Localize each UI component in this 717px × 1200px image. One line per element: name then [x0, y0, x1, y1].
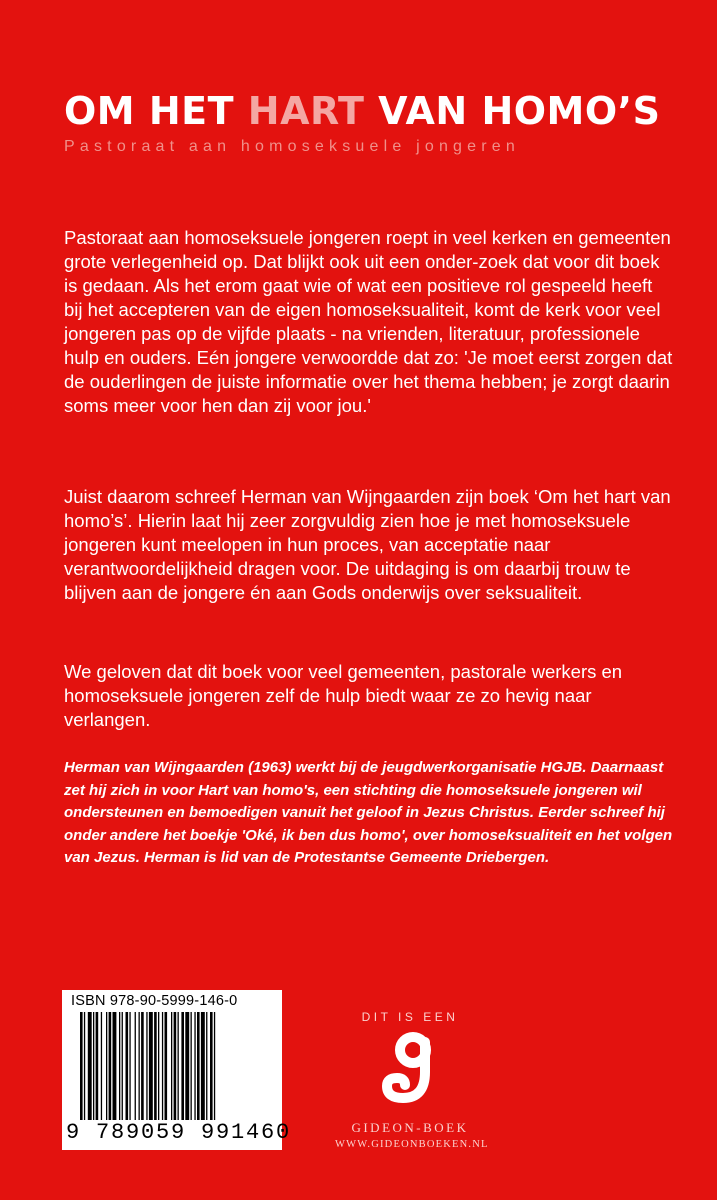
barcode-number: 9 789059 991460	[66, 1120, 292, 1145]
blurb-paragraph-1: Pastoraat aan homoseksuele jongeren roept in veel kerken en gemeenten grote verlegenheid op. Dat blijkt ook uit een onder-zoek dat voor dit boek is gedaan. Als het erom gaat wie of wat een positieve rol gespeeld heeft bij het accepteren van de eigen homoseksualiteit, komt de kerk voor veel jongeren pas op de vijfde plaats - na vrienden, literatuur, professionele hulp en ouders. Eén jongere verwoordde dat zo: 'Je moet eerst zorgen dat de ouderlingen de juiste informatie over het thema hebben; je zorgt daarin soms meer voor hen dan zij voor jou.'	[64, 227, 673, 416]
publisher-mark	[335, 1010, 489, 1150]
blurb-paragraph-3: We geloven dat dit boek voor veel gemeenten, pastorale werkers en homoseksuele jongeren zelf de hulp biedt waar ze zo hevig naar verlangen.	[64, 661, 623, 730]
book-title	[64, 88, 660, 134]
barcode-bars	[80, 1012, 270, 1120]
publisher-url: WWW.GIDEONBOEKEN.NL	[335, 1139, 489, 1150]
publisher-name: GIDEON-BOEK	[351, 1120, 469, 1135]
author-bio: Herman van Wijngaarden (1963) werkt bij de jeugdwerkorganisatie HGJB. Daarnaast zet hij zich in voor Hart van homo's, een stichting die homoseksuele jongeren wil ondersteunen en bemoedigen vanuit het geloof in Jezus Christus. Eerder schreef hij onder andere het boekje 'Oké, ik ben dus homo', over homoseksualiteit en het volgen van Jezus. Herman is lid van de Protestantse Gemeente Driebergen.	[64, 759, 673, 866]
barcode	[62, 990, 292, 1150]
title-part-1: OM HET	[64, 89, 248, 133]
blurb-paragraph-2: Juist daarom schreef Herman van Wijngaarden zijn boek ‘Om het hart van homo’s’. Hierin laat hij zeer zorgvuldig zien hoe je met homoseksuele jongeren kunt meelopen in hun proces, van acceptatie naar verantwoordelijkheid dragen voor. De uitdaging is om daarbij trouw te blijven aan de jongere én aan Gods onderwijs over seksualiteit.	[64, 486, 671, 603]
title-part-2: VAN HOMO’S	[364, 89, 661, 133]
book-subtitle: Pastoraat aan homoseksuele jongeren	[64, 138, 520, 155]
isbn-label: ISBN 978-90-5999-146-0	[71, 993, 238, 1009]
gideon-g-logo-icon	[375, 1028, 445, 1108]
title-highlight: HART	[247, 89, 365, 133]
publisher-tagline: DIT IS EEN	[361, 1010, 459, 1024]
